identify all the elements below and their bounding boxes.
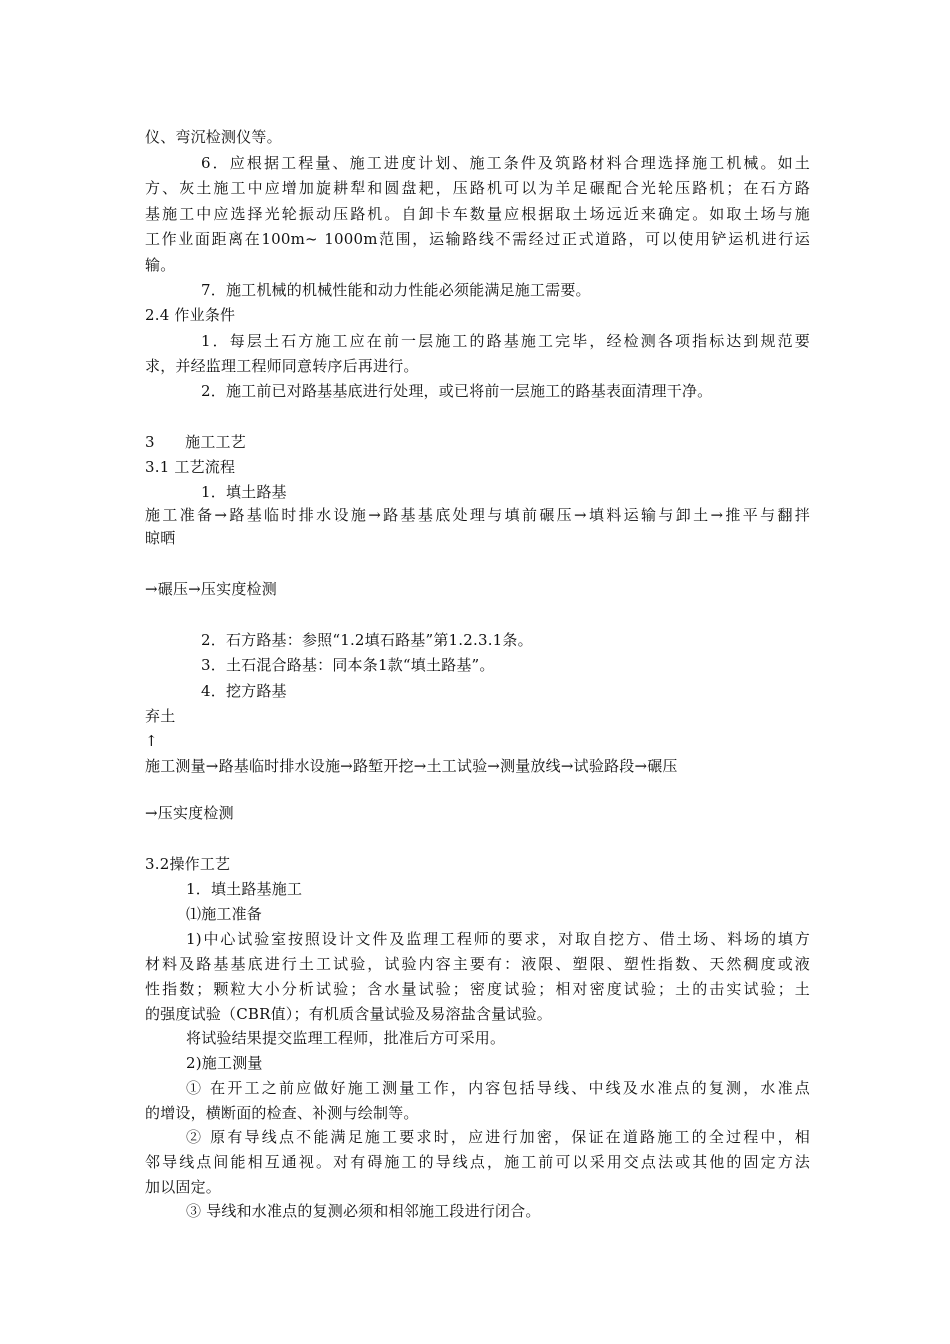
text-line: ⑴施工准备 <box>186 905 263 923</box>
section-heading: 3 施工工艺 <box>145 433 246 451</box>
text-line: 邻导线点间能相互通视。对有碍施工的导线点，施工前可以采用交点法或其他的固定方法 <box>145 1153 810 1171</box>
text-line: 输。 <box>145 256 176 274</box>
text-line: 2)施工测量 <box>186 1054 263 1072</box>
text-line: 1．每层土石方施工应在前一层施工的路基施工完毕，经检测各项指标达到规范要 <box>201 332 810 350</box>
section-heading: 3.1 工艺流程 <box>145 458 236 476</box>
text-line: ② 原有导线点不能满足施工要求时，应进行加密，保证在道路施工的全过程中，相 <box>186 1128 810 1146</box>
process-flow-line: 施工测量→路基临时排水设施→路堑开挖→土工试验→测量放线→试验路段→碾压 <box>145 757 678 775</box>
text-line: 仪、弯沉检测仪等。 <box>145 128 282 146</box>
text-line: 求，并经监理工程师同意转序后再进行。 <box>145 357 419 375</box>
process-flow-line: 施工准备→路基临时排水设施→路基基底处理与填前碾压→填料运输与卸土→推平与翻拌 <box>145 506 810 524</box>
process-flow-line: →压实度检测 <box>145 804 234 822</box>
text-line: ③ 导线和水准点的复测必须和相邻施工段进行闭合。 <box>186 1202 541 1220</box>
text-line: 的增设，横断面的检查、补测与绘制等。 <box>145 1104 419 1122</box>
text-line: 加以固定。 <box>145 1178 222 1196</box>
text-line: 4．挖方路基 <box>201 682 287 700</box>
process-flow-line: 晾晒 <box>145 529 176 547</box>
text-line: 性指数；颗粒大小分析试验；含水量试验；密度试验；相对密度试验；土的击实试验；土 <box>145 980 810 998</box>
arrow-up-icon: ↑ <box>145 732 158 750</box>
process-flow-line: →碾压→压实度检测 <box>145 580 277 598</box>
text-line: ① 在开工之前应做好施工测量工作，内容包括导线、中线及水准点的复测，水准点 <box>186 1079 810 1097</box>
section-heading: 3.2操作工艺 <box>145 855 231 873</box>
text-line: 3．土石混合路基：同本条1款“填土路基”。 <box>201 656 495 674</box>
text-line: 基施工中应选择光轮振动压路机。自卸卡车数量应根据取土场远近来确定。如取土场与施 <box>145 205 810 223</box>
text-line: 1．填土路基施工 <box>186 880 303 898</box>
text-line: 1．填土路基 <box>201 483 287 501</box>
text-line: 7．施工机械的机械性能和动力性能必须能满足施工需要。 <box>201 281 591 299</box>
text-line: 6．应根据工程量、施工进度计划、施工条件及筑路材料合理选择施工机械。如土 <box>201 154 810 172</box>
process-flow-line: 弃土 <box>145 707 176 725</box>
text-line: 工作业面距离在100m~ 1000m范围，运输路线不需经过正式道路，可以使用铲运机进行运 <box>145 230 810 248</box>
text-line: 的强度试验（CBR值）；有机质含量试验及易溶盐含量试验。 <box>145 1005 552 1023</box>
section-heading: 2.4 作业条件 <box>145 306 236 324</box>
text-line: 1)中心试验室按照设计文件及监理工程师的要求，对取自挖方、借土场、料场的填方 <box>186 930 810 948</box>
text-line: 材料及路基基底进行土工试验，试验内容主要有：液限、塑限、塑性指数、天然稠度或液 <box>145 955 810 973</box>
text-line: 2．石方路基：参照“1.2填石路基”第1.2.3.1条。 <box>201 631 533 649</box>
text-line: 2．施工前已对路基基底进行处理，或已将前一层施工的路基表面清理干净。 <box>201 382 713 400</box>
text-line: 将试验结果提交监理工程师，批准后方可采用。 <box>186 1029 506 1047</box>
text-line: 方、灰土施工中应增加旋耕犁和圆盘耙，压路机可以为羊足碾配合光轮压路机；在石方路 <box>145 179 810 197</box>
